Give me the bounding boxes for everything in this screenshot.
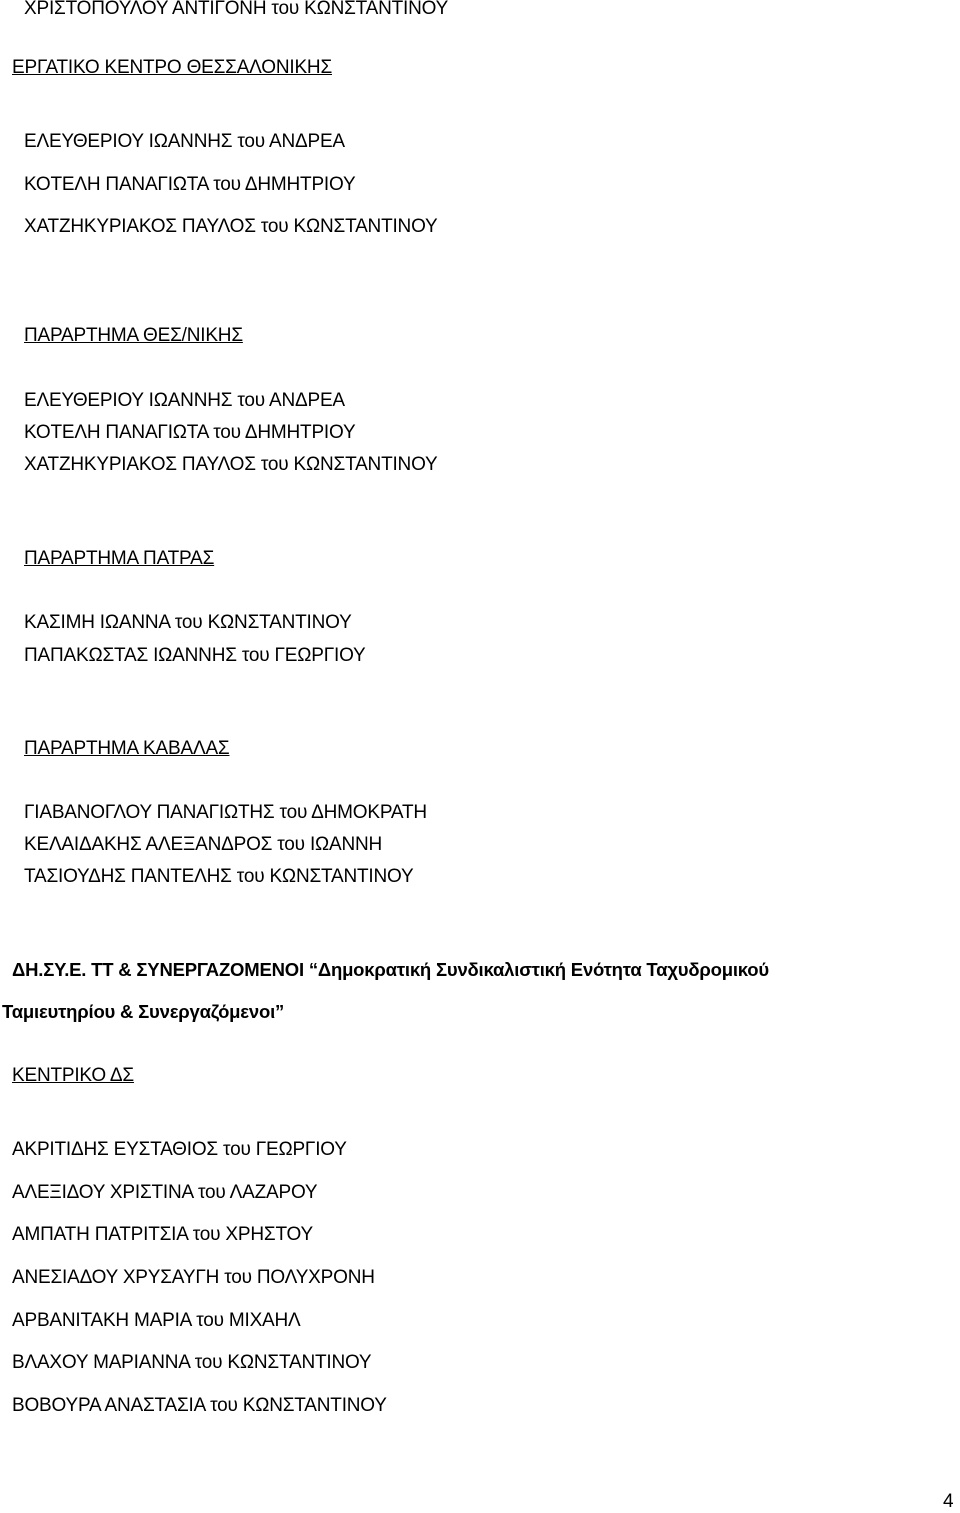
page-number: 4 (943, 1491, 954, 1512)
name-line: ΕΛΕΥΘΕΡΙΟΥ ΙΩΑΝΝΗΣ του ΑΝΔΡΕΑ (24, 390, 345, 411)
name-line: ΒΟΒΟΥΡΑ ΑΝΑΣΤΑΣΙΑ του ΚΩΝΣΤΑΝΤΙΝΟΥ (12, 1395, 387, 1416)
name-line: ΒΛΑΧΟΥ ΜΑΡΙΑΝΝΑ του ΚΩΝΣΤΑΝΤΙΝΟΥ (12, 1352, 372, 1373)
name-line: ΑΚΡΙΤΙΔΗΣ ΕΥΣΤΑΘΙΟΣ του ΓΕΩΡΓΙΟΥ (12, 1139, 347, 1160)
name-line: ΤΑΣΙΟΥΔΗΣ ΠΑΝΤΕΛΗΣ του ΚΩΝΣΤΑΝΤΙΝΟΥ (24, 866, 414, 887)
faction-title-line-2: Ταμιευτηρίου & Συνεργαζόμενοι” (2, 1001, 285, 1022)
name-line: ΚΑΣΙΜΗ ΙΩΑΝΝΑ του ΚΩΝΣΤΑΝΤΙΝΟΥ (24, 612, 352, 633)
section-heading-patras: ΠΑΡΑΡΤΗΜΑ ΠΑΤΡΑΣ (24, 548, 215, 569)
section-heading-kentriko-ds: ΚΕΝΤΡΙΚΟ ΔΣ (12, 1065, 134, 1086)
name-line: ΑΡΒΑΝΙΤΑΚΗ ΜΑΡΙΑ του ΜΙΧΑΗΛ (12, 1310, 301, 1331)
section-heading-ergatiko: ΕΡΓΑΤΙΚΟ ΚΕΝΤΡΟ ΘΕΣΣΑΛΟΝΙΚΗΣ (12, 57, 332, 78)
section-heading-kavalas: ΠΑΡΑΡΤΗΜΑ ΚΑΒΑΛΑΣ (24, 738, 230, 759)
name-line: ΓΙΑΒΑΝΟΓΛΟΥ ΠΑΝΑΓΙΩΤΗΣ του ΔΗΜΟΚΡΑΤΗ (24, 802, 427, 823)
name-line: ΚΟΤΕΛΗ ΠΑΝΑΓΙΩΤΑ του ΔΗΜΗΤΡΙΟΥ (24, 174, 356, 195)
top-name-line: ΧΡΙΣΤΟΠΟΥΛΟΥ ΑΝΤΙΓΟΝΗ του ΚΩΝΣΤΑΝΤΙΝΟΥ (24, 0, 449, 19)
faction-title-line-1: ΔΗ.ΣΥ.Ε. ΤΤ & ΣΥΝΕΡΓΑΖΟΜΕΝΟΙ “Δημοκρατική Συνδικαλιστική Ενότητα Ταχυδρομικού (12, 959, 769, 980)
name-line: ΧΑΤΖΗΚΥΡΙΑΚΟΣ ΠΑΥΛΟΣ του ΚΩΝΣΤΑΝΤΙΝΟΥ (24, 454, 438, 475)
name-line: ΑΝΕΣΙΑΔΟΥ ΧΡΥΣΑΥΓΗ του ΠΟΛΥΧΡΟΝΗ (12, 1267, 375, 1288)
section-heading-thes: ΠΑΡΑΡΤΗΜΑ ΘΕΣ/ΝΙΚΗΣ (24, 325, 243, 346)
name-line: ΑΛΕΞΙΔΟΥ ΧΡΙΣΤΙΝΑ του ΛΑΖΑΡΟΥ (12, 1182, 318, 1203)
name-line: ΕΛΕΥΘΕΡΙΟΥ ΙΩΑΝΝΗΣ του ΑΝΔΡΕΑ (24, 131, 345, 152)
name-line: ΑΜΠΑΤΗ ΠΑΤΡΙΤΣΙΑ του ΧΡΗΣΤΟΥ (12, 1224, 313, 1245)
name-line: ΠΑΠΑΚΩΣΤΑΣ ΙΩΑΝΝΗΣ του ΓΕΩΡΓΙΟΥ (24, 645, 366, 666)
name-line: ΚΟΤΕΛΗ ΠΑΝΑΓΙΩΤΑ του ΔΗΜΗΤΡΙΟΥ (24, 422, 356, 443)
name-line: ΧΑΤΖΗΚΥΡΙΑΚΟΣ ΠΑΥΛΟΣ του ΚΩΝΣΤΑΝΤΙΝΟΥ (24, 216, 438, 237)
name-line: ΚΕΛΑΙΔΑΚΗΣ ΑΛΕΞΑΝΔΡΟΣ του ΙΩΑΝΝΗ (24, 834, 383, 855)
